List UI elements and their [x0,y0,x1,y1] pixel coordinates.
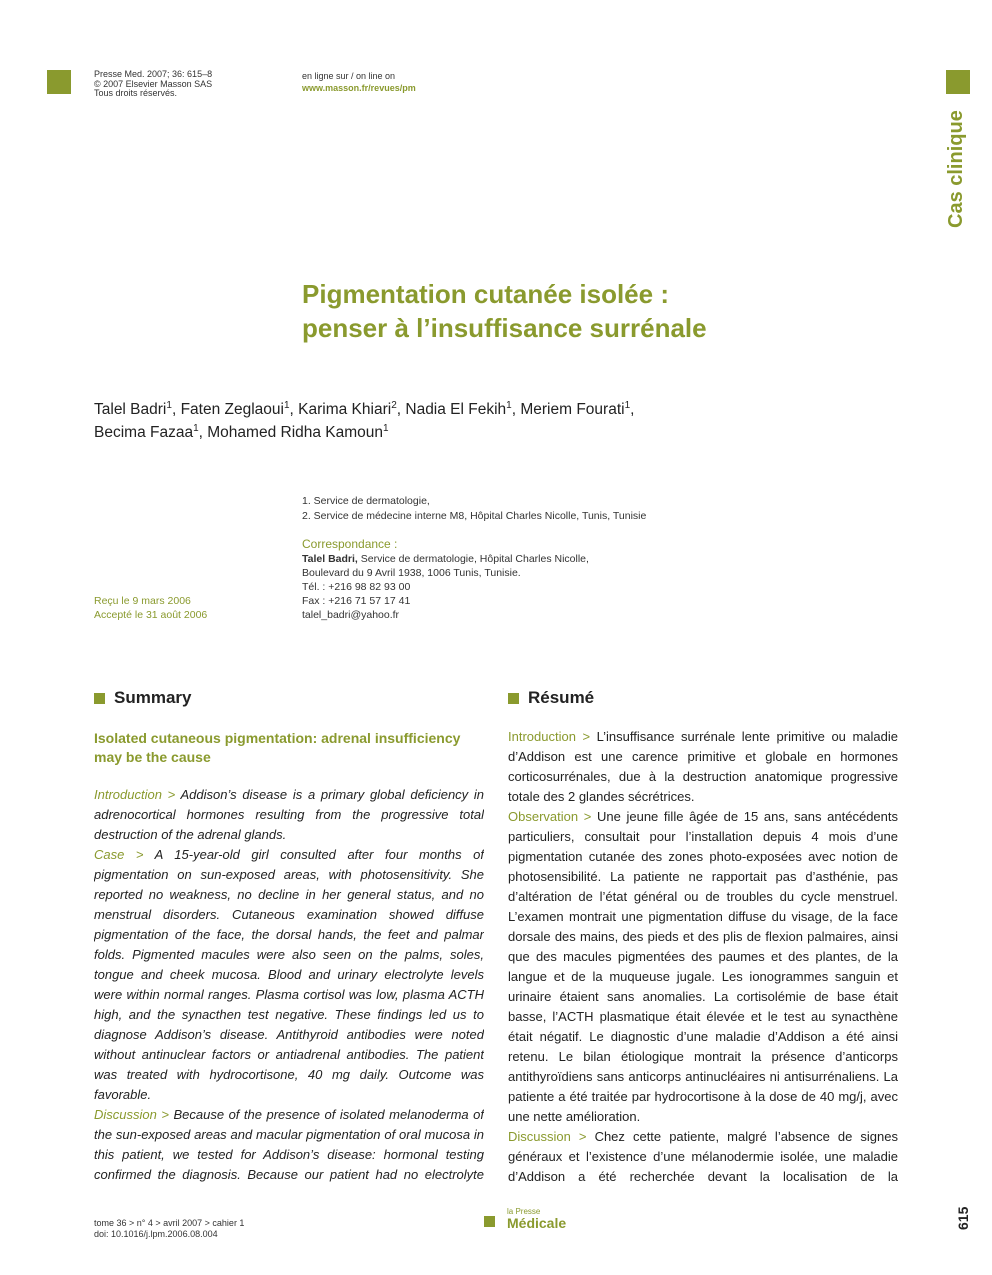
logo-big-text: Médicale [507,1215,567,1231]
copyright-line: © 2007 Elsevier Masson SAS [94,78,213,89]
author-affiliation-ref: 1 [624,400,631,411]
section-label: Cas clinique [945,110,967,228]
summary-heading-text: Summary [114,688,192,707]
correspondence-fax: Fax : +216 71 57 17 41 [302,595,411,607]
resume-discussion [508,1127,898,1185]
resume-body [508,727,898,1185]
author-name: Nadia El Fekih [405,401,507,418]
footer-citation [94,1218,244,1240]
discussion-label: Discussion > [508,1129,595,1144]
affiliation-1: 1. Service de dermatologie, [302,495,430,507]
correspondence-name: Talel Badri, [302,553,358,565]
author-affiliation-ref: 1 [283,400,290,411]
summary-case [94,845,484,1105]
journal-citation-line: Presse Med. 2007; 36: 615–8 [94,69,213,79]
issue-info: tome 36 > n° 4 > avril 2007 > cahier 1 [94,1218,245,1228]
author-affiliation-ref: 1 [506,400,512,411]
journal-logo [484,1208,566,1230]
author-name: Talel Badri [94,401,167,418]
correspondence-email[interactable]: talel_badri@yahoo.fr [302,609,400,621]
journal-url-link[interactable]: www.masson.fr/revues/pm [302,83,416,93]
author-list: Talel Badri$^1$, Faten Zeglaoui$^1$, Karima Khiari$^2$, Nadia El Fekih$^1$, Meriem Fourati$^1$, Becima Fazaa$^1$, Mohamed Ridha Kamoun$^1$ [94,400,635,441]
logo-small-text: la Presse [507,1207,541,1216]
corner-square-right [946,70,970,94]
observation-label: Observation > [508,809,597,824]
resume-heading [508,688,594,708]
author-name: Meriem Fourati [520,401,625,418]
affiliations [302,494,646,524]
summary-discussion [94,1105,484,1185]
discussion-label: Discussion > [94,1107,174,1122]
doi: doi: 10.1016/j.lpm.2006.08.004 [94,1229,218,1239]
author-affiliation-ref: 1 [383,423,389,434]
intro-label: Introduction > [508,729,597,744]
corner-square-left [47,70,71,94]
square-bullet-icon [94,693,105,704]
intro-text: L’insuffisance surrénale lente primitive ou maladie d’Addison est une carence primitive et globale en hormones corticosurrénales, due à la destruction anatomique progressive totale des 2 glandes sécrétrices. [508,729,898,804]
correspondence-service: Service de dermatologie, Hôpital Charles Nicolle, [357,553,589,565]
logo-square-icon [484,1216,495,1227]
summary-heading [94,688,191,708]
rights-line: Tous droits réservés. [94,88,178,98]
case-label: Case > [94,847,155,862]
correspondence-tel: Tél. : +216 98 82 93 00 [302,581,411,593]
affiliation-2: 2. Service de médecine interne M8, Hôpital Charles Nicolle, Tunis, Tunisie [302,510,647,522]
summary-introduction [94,785,484,845]
author-name: Mohamed Ridha Kamoun [207,424,384,441]
resume-introduction [508,727,898,807]
intro-text: Addison’s disease is a primary global deficiency in adrenocortical hormones resulting from the progressive total destruction of the adrenal glands. [94,787,484,842]
received-date: Reçu le 9 mars 2006 [94,595,191,607]
discussion-text: Chez cette patiente, malgré l’absence de signes généraux et l’existence d’une mélanodermie isolée, une maladie d’Addison a été recherchée devant la localisation de la [508,1129,898,1184]
title-line-1: Pigmentation cutanée isolée : [302,279,669,309]
online-info [302,70,416,94]
author-name: Karima Khiari [298,401,392,418]
resume-observation [508,807,898,1127]
page-number: 615 [955,1206,971,1230]
correspondence-address: Boulevard du 9 Avril 1938, 1006 Tunis, Tunisie. [302,567,521,579]
resume-heading-text: Résumé [528,688,595,707]
correspondence-line-1 [302,552,589,566]
author-affiliation-ref: 1 [166,400,172,411]
intro-label: Introduction > [94,787,181,802]
online-label: en ligne sur / on line on [302,71,396,81]
summary-body [94,785,484,1185]
author-affiliation-ref: 1 [193,423,199,434]
accepted-date: Accepté le 31 août 2006 [94,609,208,621]
observation-text: Une jeune fille âgée de 15 ans, sans antécédents particuliers, consultait pour l’installation depuis 4 mois d’une pigmentation cutanée des zones photo-exposées avec notion de photosensibilité. La patiente ne rapportait pas d’asthénie, pas d’altération de l’état général ou de troubles du cycle menstruel. L’examen montrait une pigmentation diffuse du visage, de la face dorsale des mains, des pieds et des plis de flexion palmaires, ainsi que des macules pigmentées des paumes et des plantes, de la langue et de la muqueuse jugale. Les ionogrammes sanguin et urinaire étaient sans anomalies. La cortisolémie de base était basse, l’ACTH plasmatique était élevée et le test au synacthène était négatif. Le diagnostic d’une maladie d’Addison a été ainsi retenu. Le bilan étiologique montrait la présence d’anticorps antithyroïdiens sans anticorps antinucléaires ni antisurrénaliens. La patiente a été traitée par hydrocortisone à la dose de 40 mg/j, avec une nette amélioration. [508,809,898,1124]
title-line-2: penser à l’insuffisance surrénale [302,313,707,343]
correspondence-label: Correspondance : [302,537,398,551]
correspondence-block [302,537,589,622]
author-name: Faten Zeglaoui [180,401,284,418]
article-title [302,277,902,345]
author-affiliation-ref: 2 [391,400,397,411]
square-bullet-icon [508,693,519,704]
journal-citation [94,70,212,99]
case-text: A 15-year-old girl consulted after four months of pigmentation on sun-exposed areas, with photosensitivity. She reported no weakness, no decline in her general status, and no menstrual disorders. Cutaneous examination showed diffuse pigmentation of the face, the dorsal hands, the feet and palmar folds. Pigmented macules were also seen on the palms, soles, tongue and cheek mucosa. Blood and urinary electrolyte levels were within normal ranges. Plasma cortisol was low, plasma ACTH high, and the synacthen test negative. These findings led us to diagnose Addison’s disease. Antithyroid antibodies were noted without antinuclear factors or antiadrenal antibodies. The patient was treated with hydrocortisone, 40 mg daily. Outcome was favorable. [94,847,484,1102]
discussion-text: Because of the presence of isolated melanoderma of the sun-exposed areas and macular pigmentation of oral mucosa in this patient, we tested for Addison’s disease: hormonal testing confirmed the diagnosis. Because our patient had no electrolyte [94,1107,484,1182]
author-name: Becima Fazaa [94,424,194,441]
logo-text [507,1208,566,1230]
english-title: Isolated cutaneous pigmentation: adrenal insufficiency may be the cause [94,730,461,765]
article-dates [94,594,207,622]
